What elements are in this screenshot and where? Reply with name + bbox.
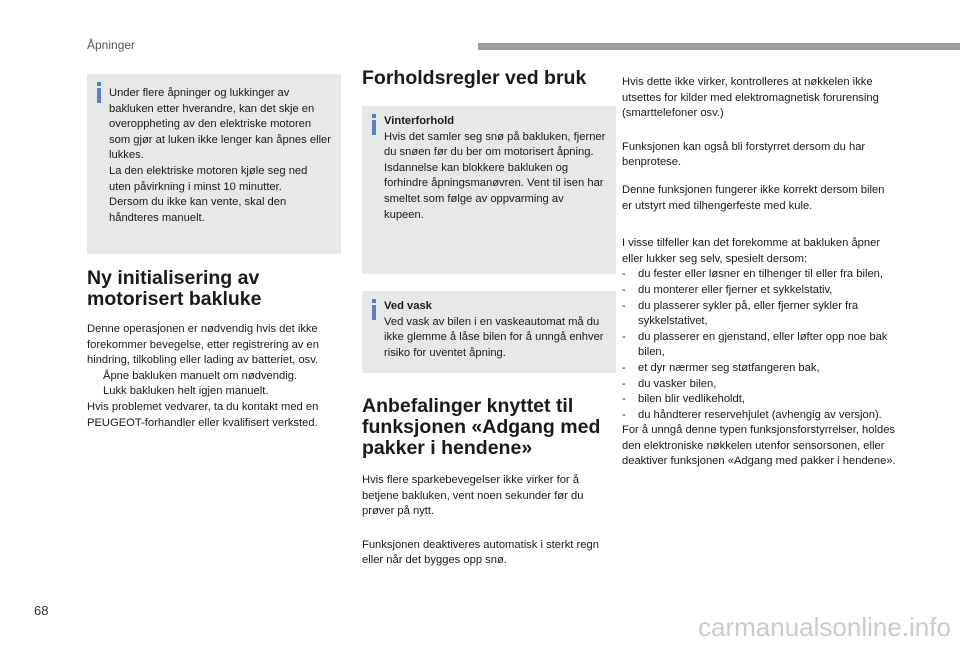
list-item: - du plasserer sykler på, eller fjerner sykler fra sykkelstativet, [622, 299, 859, 328]
note-line: Under flere åpninger og lukkinger av bakluken etter hverandre, kan det skje en overoppheting av den elektriske motoren som gjør at luken ikke lenger kan åpnes eller lukkes. [109, 87, 331, 162]
note-line: Ved vask av bilen i en vaskeautomat må du ikke glemme å låse bilen for å unngå enhver risiko for uventet åpning. [384, 315, 604, 359]
watermark: carmanualsonline.info [698, 612, 951, 642]
col3-para-2: Funksjonen kan også bli forstyrret dersom du har benprotese. [622, 140, 866, 169]
heading-hands-free: Anbefalinger knyttet til funksjonen «Adgang med pakker i hendene» [362, 395, 601, 459]
list-item: - du monterer eller fjerner et sykkelstativ, [622, 283, 833, 296]
list-item: - du plasserer en gjenstand, eller løfter opp noe bak bilen, [622, 330, 888, 359]
col3-para-3: Denne funksjonen fungerer ikke korrekt dersom bilen er utstyrt med tilhengerfeste med kule. [622, 183, 885, 212]
reinit-intro: Denne operasjonen er nødvendig hvis det ikke forekommer bevegelse, etter registrering av en hindring, tilkobling eller lading av batteriet, osv. [87, 323, 319, 367]
heading-reinitialization: Ny initialisering av motorisert bakluke [87, 267, 262, 310]
list-item: - du vasker bilen, [622, 377, 717, 390]
list-item: - du håndterer reservehjulet (avhengig av versjon). [622, 408, 882, 421]
note-line: Hvis det samler seg snø på bakluken, fjerner du snøen før du ber om motorisert åpning. [384, 130, 606, 159]
list-item: - et dyr nærmer seg støtfangeren bak, [622, 361, 820, 374]
column-1 [87, 74, 341, 431]
page-number: 68 [34, 603, 49, 618]
info-icon [368, 114, 380, 135]
section-title: Åpninger [87, 38, 136, 52]
note-title: Vinterforhold [384, 115, 455, 127]
col3-para-4: I visse tilfeller kan det forekomme at bakluken åpner eller lukker seg selv, spesielt dersom: [622, 237, 881, 265]
column-2 [362, 68, 616, 569]
info-icon [368, 299, 380, 320]
note-line: La den elektriske motoren kjøle seg ned uten påvirkning i minst 10 minutter. [109, 164, 308, 193]
info-icon [93, 82, 105, 103]
heading-precautions: Forholdsregler ved bruk [362, 67, 587, 89]
reinit-steps [87, 369, 341, 400]
auto-open-conditions [622, 267, 897, 423]
info-note-overheating [87, 74, 341, 254]
column-3 [622, 75, 897, 470]
list-item: - du fester eller løsner en tilhenger til eller fra bilen, [622, 268, 883, 281]
list-item: Lukk bakluken helt igjen manuelt. [103, 385, 269, 398]
hands-free-para-2: Funksjonen deaktiveres automatisk i sterkt regn eller når det bygges opp snø. [362, 538, 599, 567]
col3-para-5: For å unngå denne typen funksjonsforstyrrelser, holdes den elektroniske nøkkelen utenfor sensorsonen, eller deaktiver funksjonen «Adgang med pakker i hendene». [622, 424, 896, 468]
note-line: Isdannelse kan blokkere bakluken og forhindre åpningsmanøvren. Vent til isen har smeltet som følge av oppvarming av kupeen. [384, 161, 604, 221]
reinit-outro: Hvis problemet vedvarer, ta du kontakt med en PEUGEOT-forhandler eller kvalifisert verksted. [87, 400, 319, 429]
info-note-wash [362, 291, 616, 373]
list-item: - bilen blir vedlikeholdt, [622, 393, 745, 406]
note-title: Ved vask [384, 300, 432, 312]
info-note-winter [362, 106, 616, 274]
list-item: Åpne bakluken manuelt om nødvendig. [103, 369, 298, 382]
note-line: Dersom du ikke kan vente, skal den håndteres manuelt. [109, 196, 287, 224]
hands-free-para-1: Hvis flere sparkebevegelser ikke virker for å betjene bakluken, vent noen sekunder før du prøver på nytt. [362, 474, 584, 518]
header-bar [478, 43, 960, 50]
col3-para-1: Hvis dette ikke virker, kontrolleres at nøkkelen ikke utsettes for kilder med elektromagnetisk forurensing (smarttelefoner osv.) [622, 76, 879, 120]
